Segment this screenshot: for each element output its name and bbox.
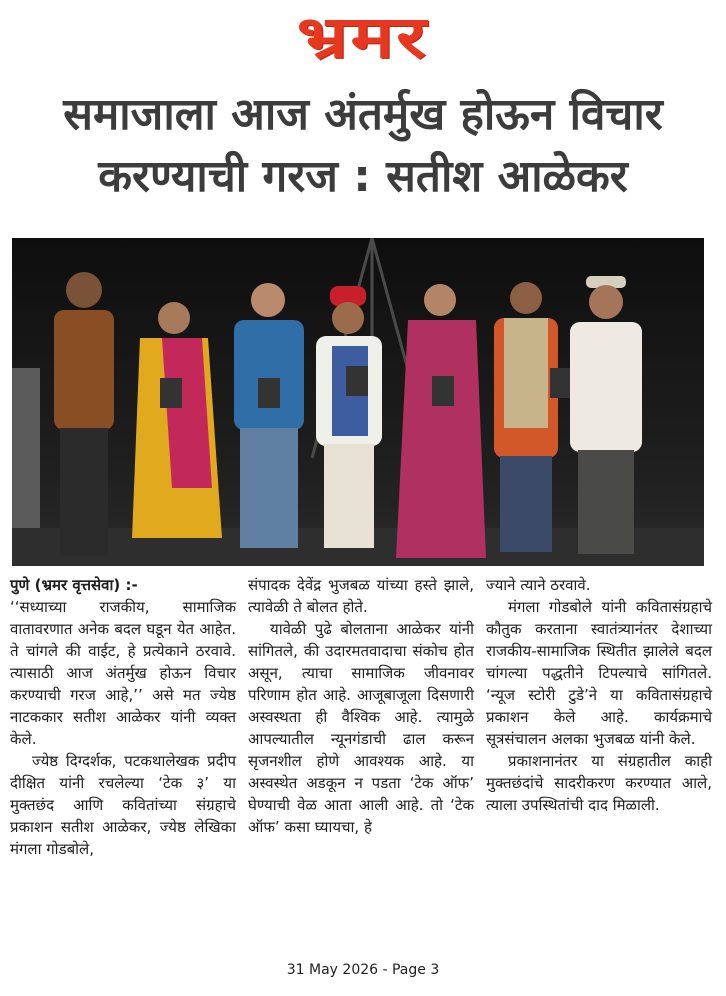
headline — [20, 84, 706, 208]
person-5 — [396, 284, 486, 558]
photo-illustration — [12, 238, 704, 566]
article-column-1 — [10, 574, 236, 860]
paragraph: संपादक देवेंद्र भुजबळ यांच्या हस्ते झाले, त्यावेळी ते बोलत होते. — [248, 576, 474, 616]
headline-line-1: समाजाला आज अंतर्मुख होऊन विचार — [63, 89, 663, 140]
page-footer: 31 May 2026 - Page 3 — [286, 962, 440, 978]
paragraph: प्रकाशनानंतर या संग्रहातील काही मुक्तछंदांचे सादरीकरण करण्यात आले, त्याला उपस्थितांची दाद मिळाली. — [486, 752, 712, 814]
news-photo — [12, 238, 704, 566]
person-3 — [234, 283, 304, 548]
masthead-logo — [0, 0, 726, 74]
paragraph: ‘‘सध्याच्या राजकीय, सामाजिक वातावरणात अनेक बदल घडून येत आहेत. ते चांगले की वाईट, हे प्रत्येकाने ठरवावे. त्यासाठी आज अंतर्मुख होऊन विचार करण्याची गरज आहे,’’ असे मत ज्येष्ठ नाटककार सतीश आळेकर यांनी व्यक्त केले. — [10, 598, 236, 748]
article-body — [0, 574, 726, 954]
paragraph: यावेळी पुढे बोलताना आळेकर यांनी सांगितले, की उदारमतवादाचा संकोच होत असून, त्याचा सामाजिक जीवनावर परिणाम होत आहे. आजूबाजूला दिसणारी अस्वस्थता ही वैश्विक आहे. त्यामुळे आपल्यातील न्यूनगंडाची ढाल करून सृजनशील होणे आवश्यक आहे. या अस्वस्थेत अडकून न पडता ‘टेक ऑफ’ घेण्याची वेळ आता आली आहे. तो ‘टेक ऑफ’ कसा घ्यायचा, हे — [248, 620, 474, 836]
paragraph: मंगला गोडबोले यांनी कवितासंग्रहाचे कौतुक करताना स्वातंत्र्यानंतर देशाच्या राजकीय-सामाजिक स्थितीत झालेले बदल चांगल्या पद्धतीने टिपल्याचे सांगितले. ‘न्यूज स्टोरी टुडे’ने या कवितासंग्रहाचे प्रकाशन केले आहे. कार्यक्रमाचे सूत्रसंचालन अलका भुजबळ यांनी केले. — [486, 598, 712, 748]
dateline: पुणे (भ्रमर वृत्तसेवा) :- — [10, 576, 138, 594]
logo-text: भ्रमर — [297, 3, 429, 71]
article-column-2 — [248, 574, 474, 838]
person-1 — [54, 272, 114, 556]
headline-line-2: करण्याची गरज : सतीश आळेकर — [98, 151, 628, 202]
article-column-3 — [486, 574, 712, 816]
paragraph: ज्येष्ठ दिग्दर्शक, पटकथालेखक प्रदीप दीक्षित यांनी रचलेल्या ‘टेक ३’ या मुक्तछंद आणि कवितांच्या संग्रहाचे प्रकाशन सतीश आळेकर, ज्येष्ठ लेखिका मंगला गोडबोले, — [10, 752, 236, 858]
paragraph: ज्याने त्याने ठरवावे. — [486, 576, 591, 594]
